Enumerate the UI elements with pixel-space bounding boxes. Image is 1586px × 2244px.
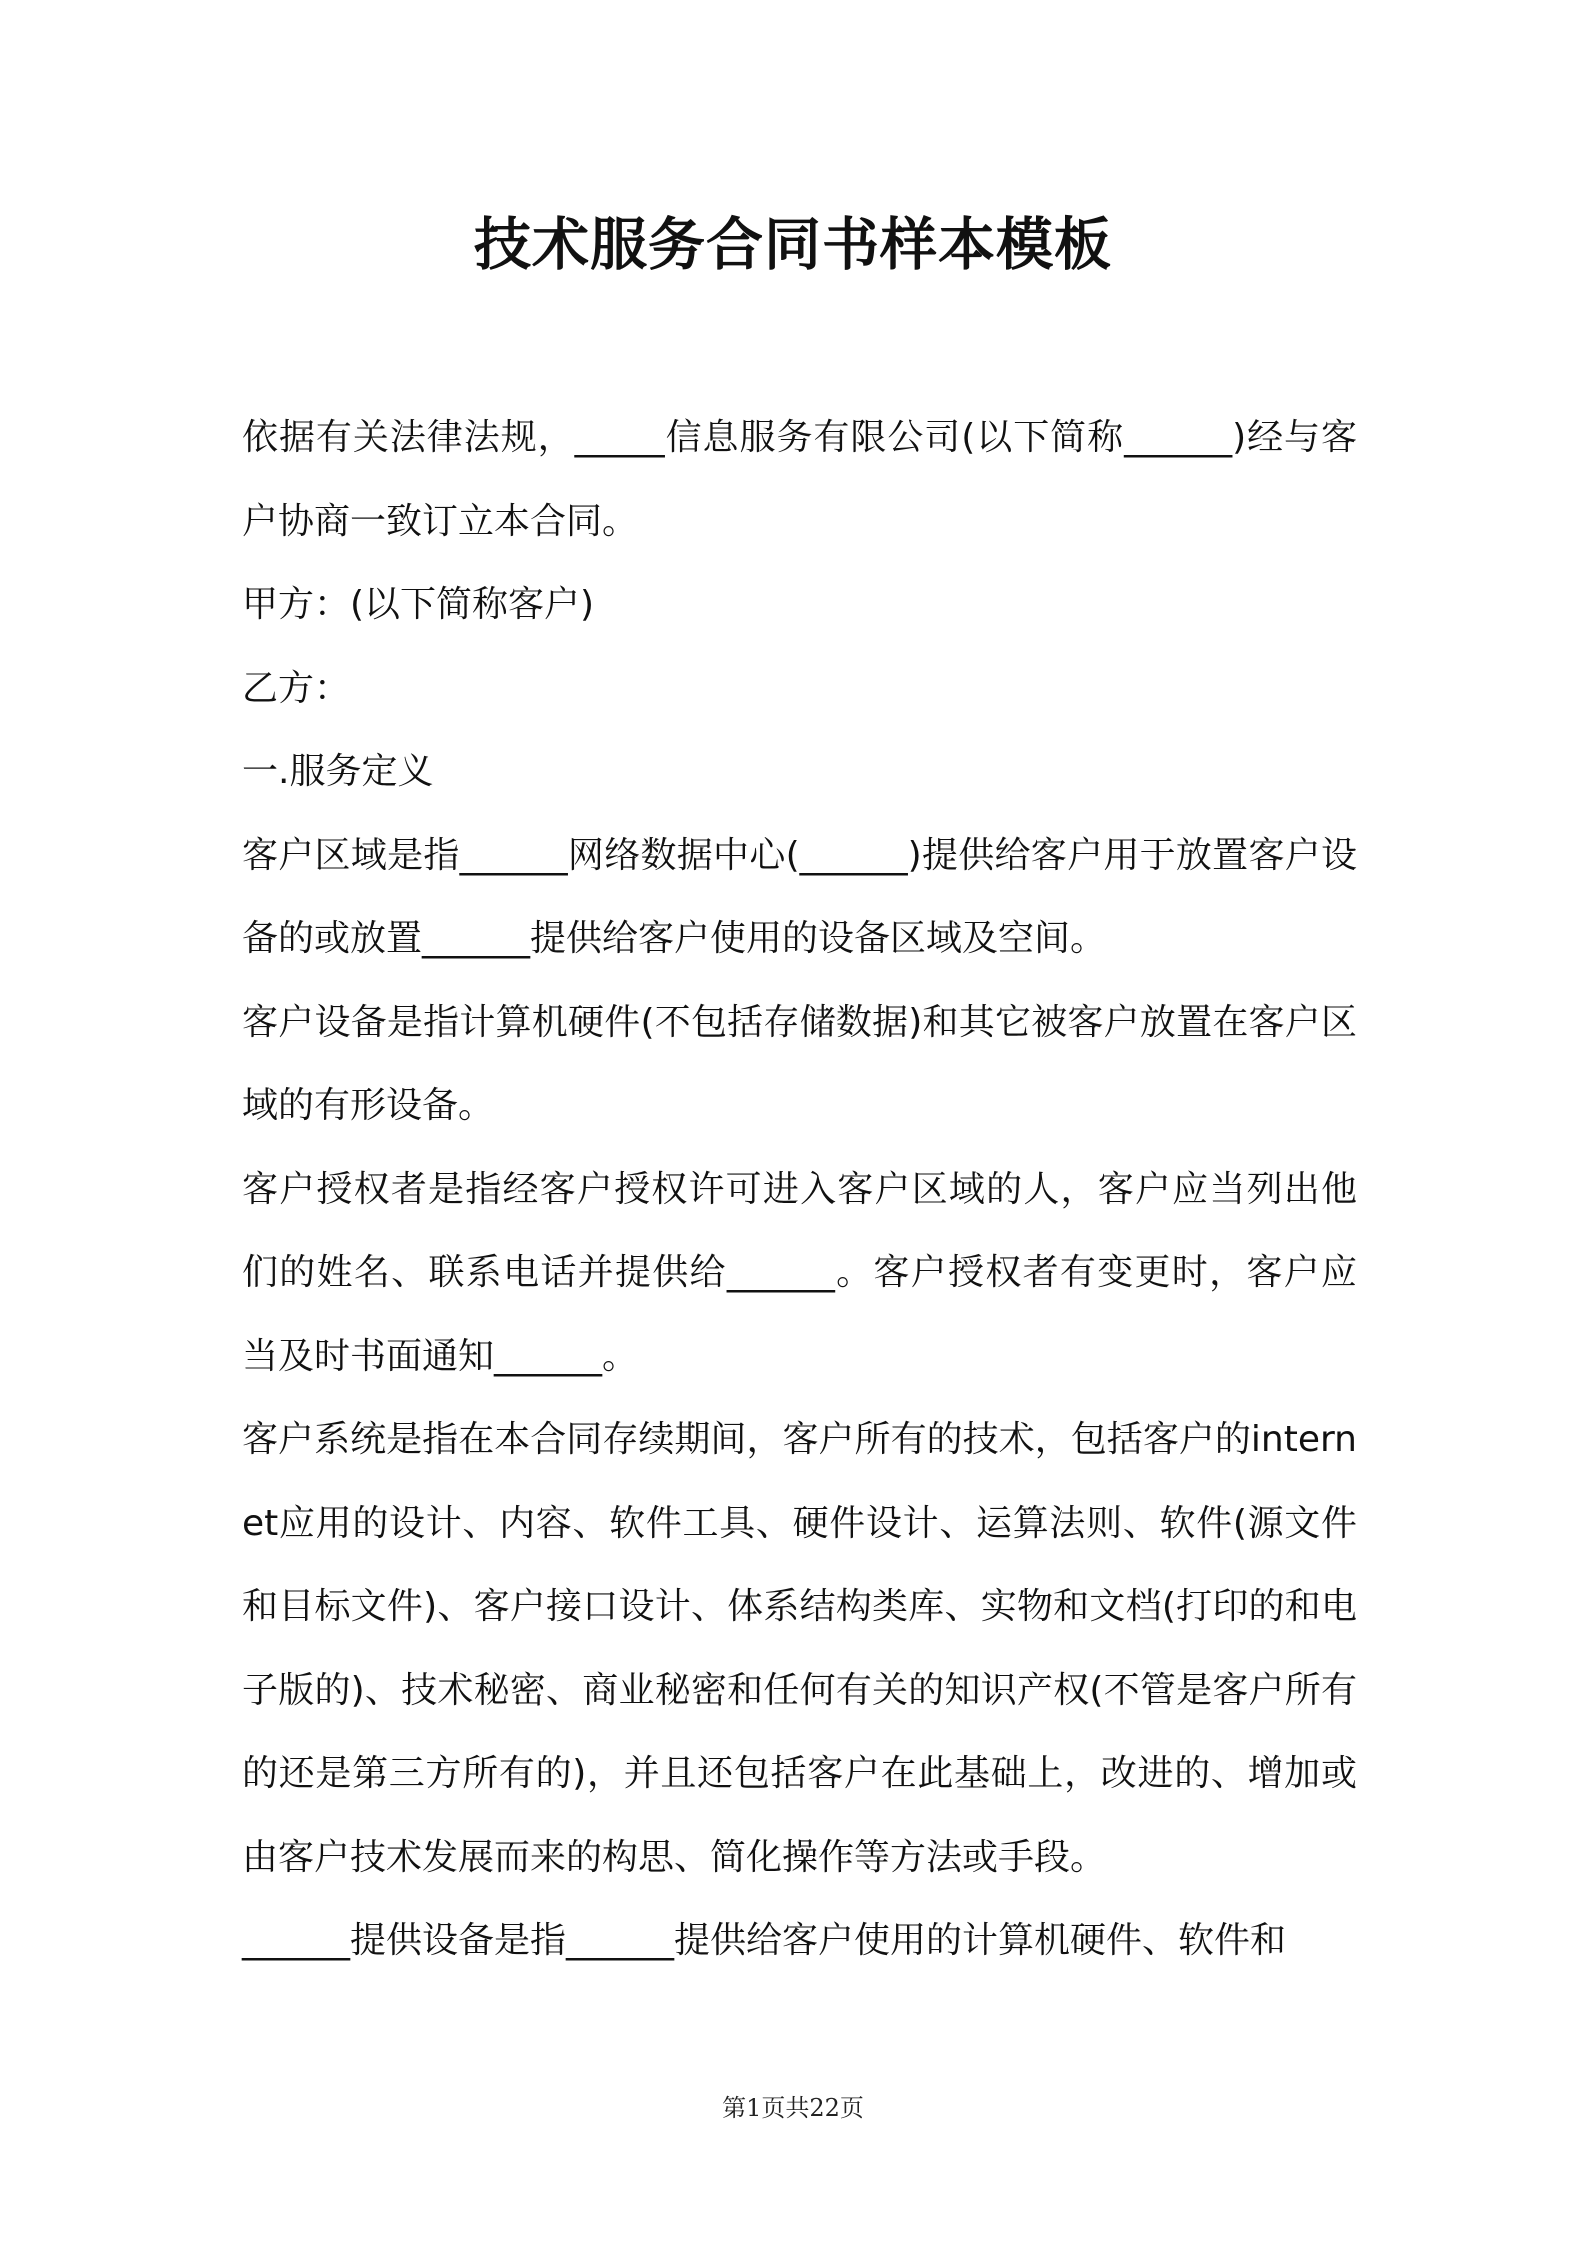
section-heading-service-definition: 一.服务定义 [242, 751, 434, 792]
paragraph-customer-area: 客户区域是指______网络数据中心(______)提供给客户用于放置客户设备的或放置______提供给客户使用的设备区域及空间。 [242, 834, 1357, 959]
paragraph-intro: 依据有关法律法规，_____信息服务有限公司(以下简称______)经与客户协商一致订立本合同。 [242, 417, 1357, 542]
paragraph-customer-authorized-person: 客户授权者是指经客户授权许可进入客户区域的人，客户应当列出他们的姓名、联系电话并提供给______。客户授权者有变更时，客户应当及时书面通知______。 [242, 1168, 1357, 1377]
paragraph-party-a: 甲方：(以下简称客户) [242, 584, 595, 625]
document-body [242, 396, 1357, 1983]
document-title: 技术服务合同书样本模板 [474, 212, 1112, 278]
paragraph-customer-equipment: 客户设备是指计算机硬件(不包括存储数据)和其它被客户放置在客户区域的有形设备。 [242, 1001, 1357, 1126]
paragraph-provided-equipment: ______提供设备是指______提供给客户使用的计算机硬件、软件和 [242, 1920, 1287, 1961]
paragraph-party-b: 乙方： [242, 667, 351, 709]
paragraph-customer-system: 客户系统是指在本合同存续期间，客户所有的技术，包括客户的internet应用的设计、内容、软件工具、硬件设计、运算法则、软件(源文件和目标文件)、客户接口设计、体系结构类库、实物和文档(打印的和电子版的)、技术秘密、商业秘密和任何有关的知识产权(不管是客户所有的还是第三方所有的)，并且还包括客户在此基础上，改进的、增加或由客户技术发展而来的构思、简化操作等方法或手段。 [242, 1419, 1357, 1878]
page-number-footer: 第1页共22页 [722, 2094, 864, 2122]
